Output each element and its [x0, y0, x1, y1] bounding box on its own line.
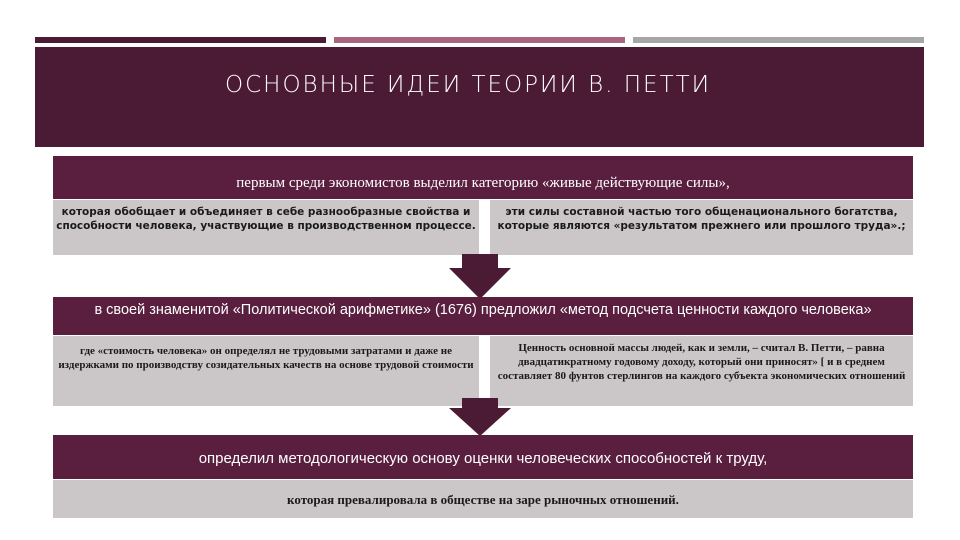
block3-sub-text: которая превалировала в обществе на заре рыночных отношений. [287, 492, 679, 507]
title-block [35, 47, 924, 147]
block2-right [490, 336, 913, 406]
block3-header-text: определил методологическую основу оценки человеческих способностей к труду, [198, 450, 768, 467]
accent-bar-rose [334, 37, 625, 43]
block1-header [53, 156, 913, 199]
accent-bar-grey [633, 37, 924, 43]
block3-sub [53, 480, 913, 518]
block1-header-text: первым среди экономистов выделил категорию «живые действующие силы», [236, 175, 730, 191]
block2-left [53, 336, 479, 406]
block2-header [53, 297, 913, 335]
block1-left-text: которая обобщает и объединяет в себе разнообразные свойства и способности человека, участвующие в производственном процессе. [56, 206, 476, 232]
block1-right [490, 200, 913, 255]
page-title: ОСНОВНЫЕ ИДЕИ ТЕОРИИ В. ПЕТТИ [225, 72, 712, 98]
block2-left-text: где «стоимость человека» он определял не трудовыми затратами и даже не издержками по производству созидательных качеств на основе трудовой стоимости [58, 345, 474, 371]
block2-header-text: в своей знаменитой «Политической арифметике» (1676) предложил «метод подсчета ценности каждого человека» [94, 302, 872, 318]
down-arrow-icon [449, 254, 511, 299]
accent-bar-dark [35, 37, 326, 43]
block1-left [53, 200, 479, 255]
down-arrow-icon [449, 398, 511, 436]
block1-right-text: эти силы составной частью того общенационального богатства, которые являются «результатом прежнего или прошлого труда».; [497, 206, 906, 232]
block2-right-text: Ценность основной массы людей, как и земли, – считал В. Петти, – равна двадцатикратному годовому доходу, который они приносят» [ и в среднем составляет 80 фунтов стерлингов на каждого субъекта экономических отношений [497, 342, 906, 382]
block3-header [53, 435, 913, 479]
